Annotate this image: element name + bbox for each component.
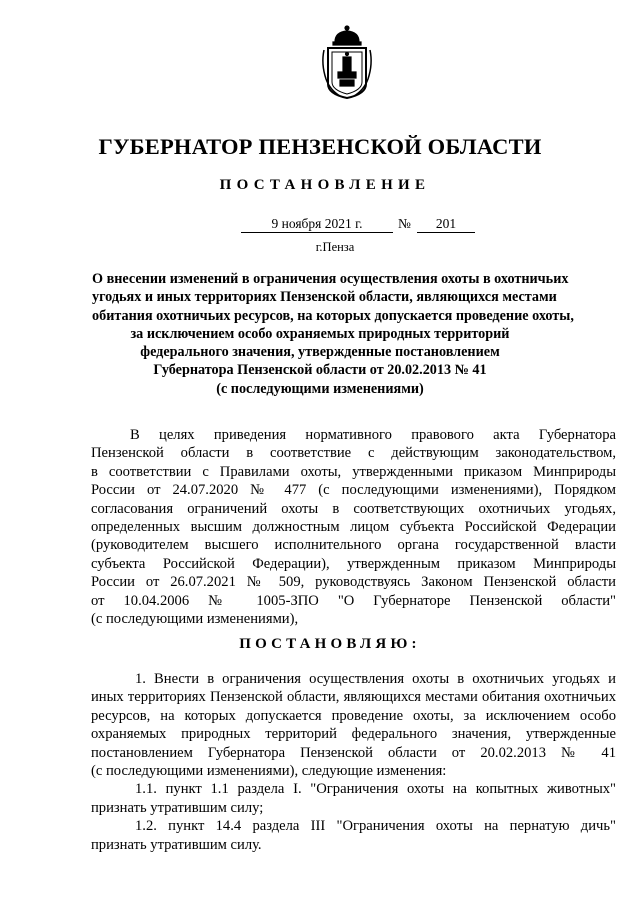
preamble-line: в соответствии с Правилами охоты, утвержденными приказом Минприроды: [91, 463, 616, 480]
clause-line: признать утратившим силу;: [91, 799, 264, 816]
date-number-line: [0, 216, 640, 236]
preamble-line: от 10.04.2006 № 1005-ЗПО "О Губернаторе Пензенской области": [91, 592, 616, 609]
governor-title: ГУБЕРНАТОР ПЕНЗЕНСКОЙ ОБЛАСТИ: [98, 134, 542, 159]
clause-line: (с последующими изменениями), следующие изменения:: [91, 762, 447, 779]
resolve-heading: ПОСТАНОВЛЯЮ:: [239, 636, 421, 652]
preamble-line: определенных высшим должностным лицом субъекта Российской Федерации: [91, 518, 616, 535]
clause-line: ресурсов, на которых допускается проведение охоты, за исключением особо: [91, 707, 616, 724]
decree-number: 201: [417, 216, 475, 233]
subject-line: (с последующими изменениями): [216, 380, 424, 397]
preamble-line: (с последующими изменениями),: [91, 610, 299, 627]
subject-line: федерального значения, утвержденные постановлением: [140, 344, 500, 361]
preamble-paragraph: [91, 426, 616, 628]
city: г.Пенза: [315, 240, 355, 254]
subject-line: обитания охотничьих ресурсов, на которых допускается проведение охоты,: [92, 307, 574, 324]
decree-subject: [92, 270, 574, 398]
clause-line: 1. Внести в ограничения осуществления охоты в охотничьих угодьях и: [135, 671, 616, 687]
preamble-line: В целях приведения нормативного правового акта Губернатора: [130, 427, 616, 443]
subject-line: Губернатора Пензенской области от 20.02.2013 № 41: [153, 362, 487, 379]
clause-line: 1.2. пункт 14.4 раздела III "Ограничения охоты на пернатую дичь": [135, 818, 616, 835]
subject-line: за исключением особо охраняемых природных территорий: [130, 325, 510, 342]
clauses-section: [91, 670, 616, 854]
clause-line: иных территориях Пензенской области, являющихся местами обитания охотничьих: [91, 689, 616, 706]
document-type: ПОСТАНОВЛЕНИЕ: [219, 177, 431, 193]
decree-date: 9 ноября 2021 г.: [241, 216, 393, 233]
clause-line: охраняемых природных территорий федерального значения, утвержденные: [91, 726, 616, 743]
clause-line: постановлением Губернатора Пензенской области от 20.02.2013 № 41: [91, 744, 616, 761]
number-label: №: [398, 216, 411, 231]
clause-line: признать утратившим силу.: [91, 836, 262, 853]
clause-line: 1.1. пункт 1.1 раздела I. "Ограничения охоты на копытных животных": [135, 781, 616, 798]
subject-line: О внесении изменений в ограничения осуществления охоты в охотничьих: [92, 271, 569, 287]
coat-of-arms-emblem: [318, 24, 376, 100]
preamble-line: России от 24.07.2020 № 477 (с последующими изменениями), Порядком: [91, 482, 616, 499]
preamble-line: России от 26.07.2021 № 509, руководствуясь Законом Пензенской области: [91, 574, 616, 591]
preamble-line: (руководителем высшего исполнительного органа государственной власти: [91, 537, 616, 554]
preamble-line: согласования ограничений охоты в соответствующих охотничьих угодьях,: [91, 500, 616, 517]
preamble-line: Пензенской области в соответствие с действующим законодательством,: [91, 445, 616, 462]
preamble-line: субъекта Российской Федерации), утвержденным приказом Минприроды: [91, 555, 616, 572]
subject-line: угодьях и иных территориях Пензенской области, являющихся местами: [92, 289, 557, 306]
